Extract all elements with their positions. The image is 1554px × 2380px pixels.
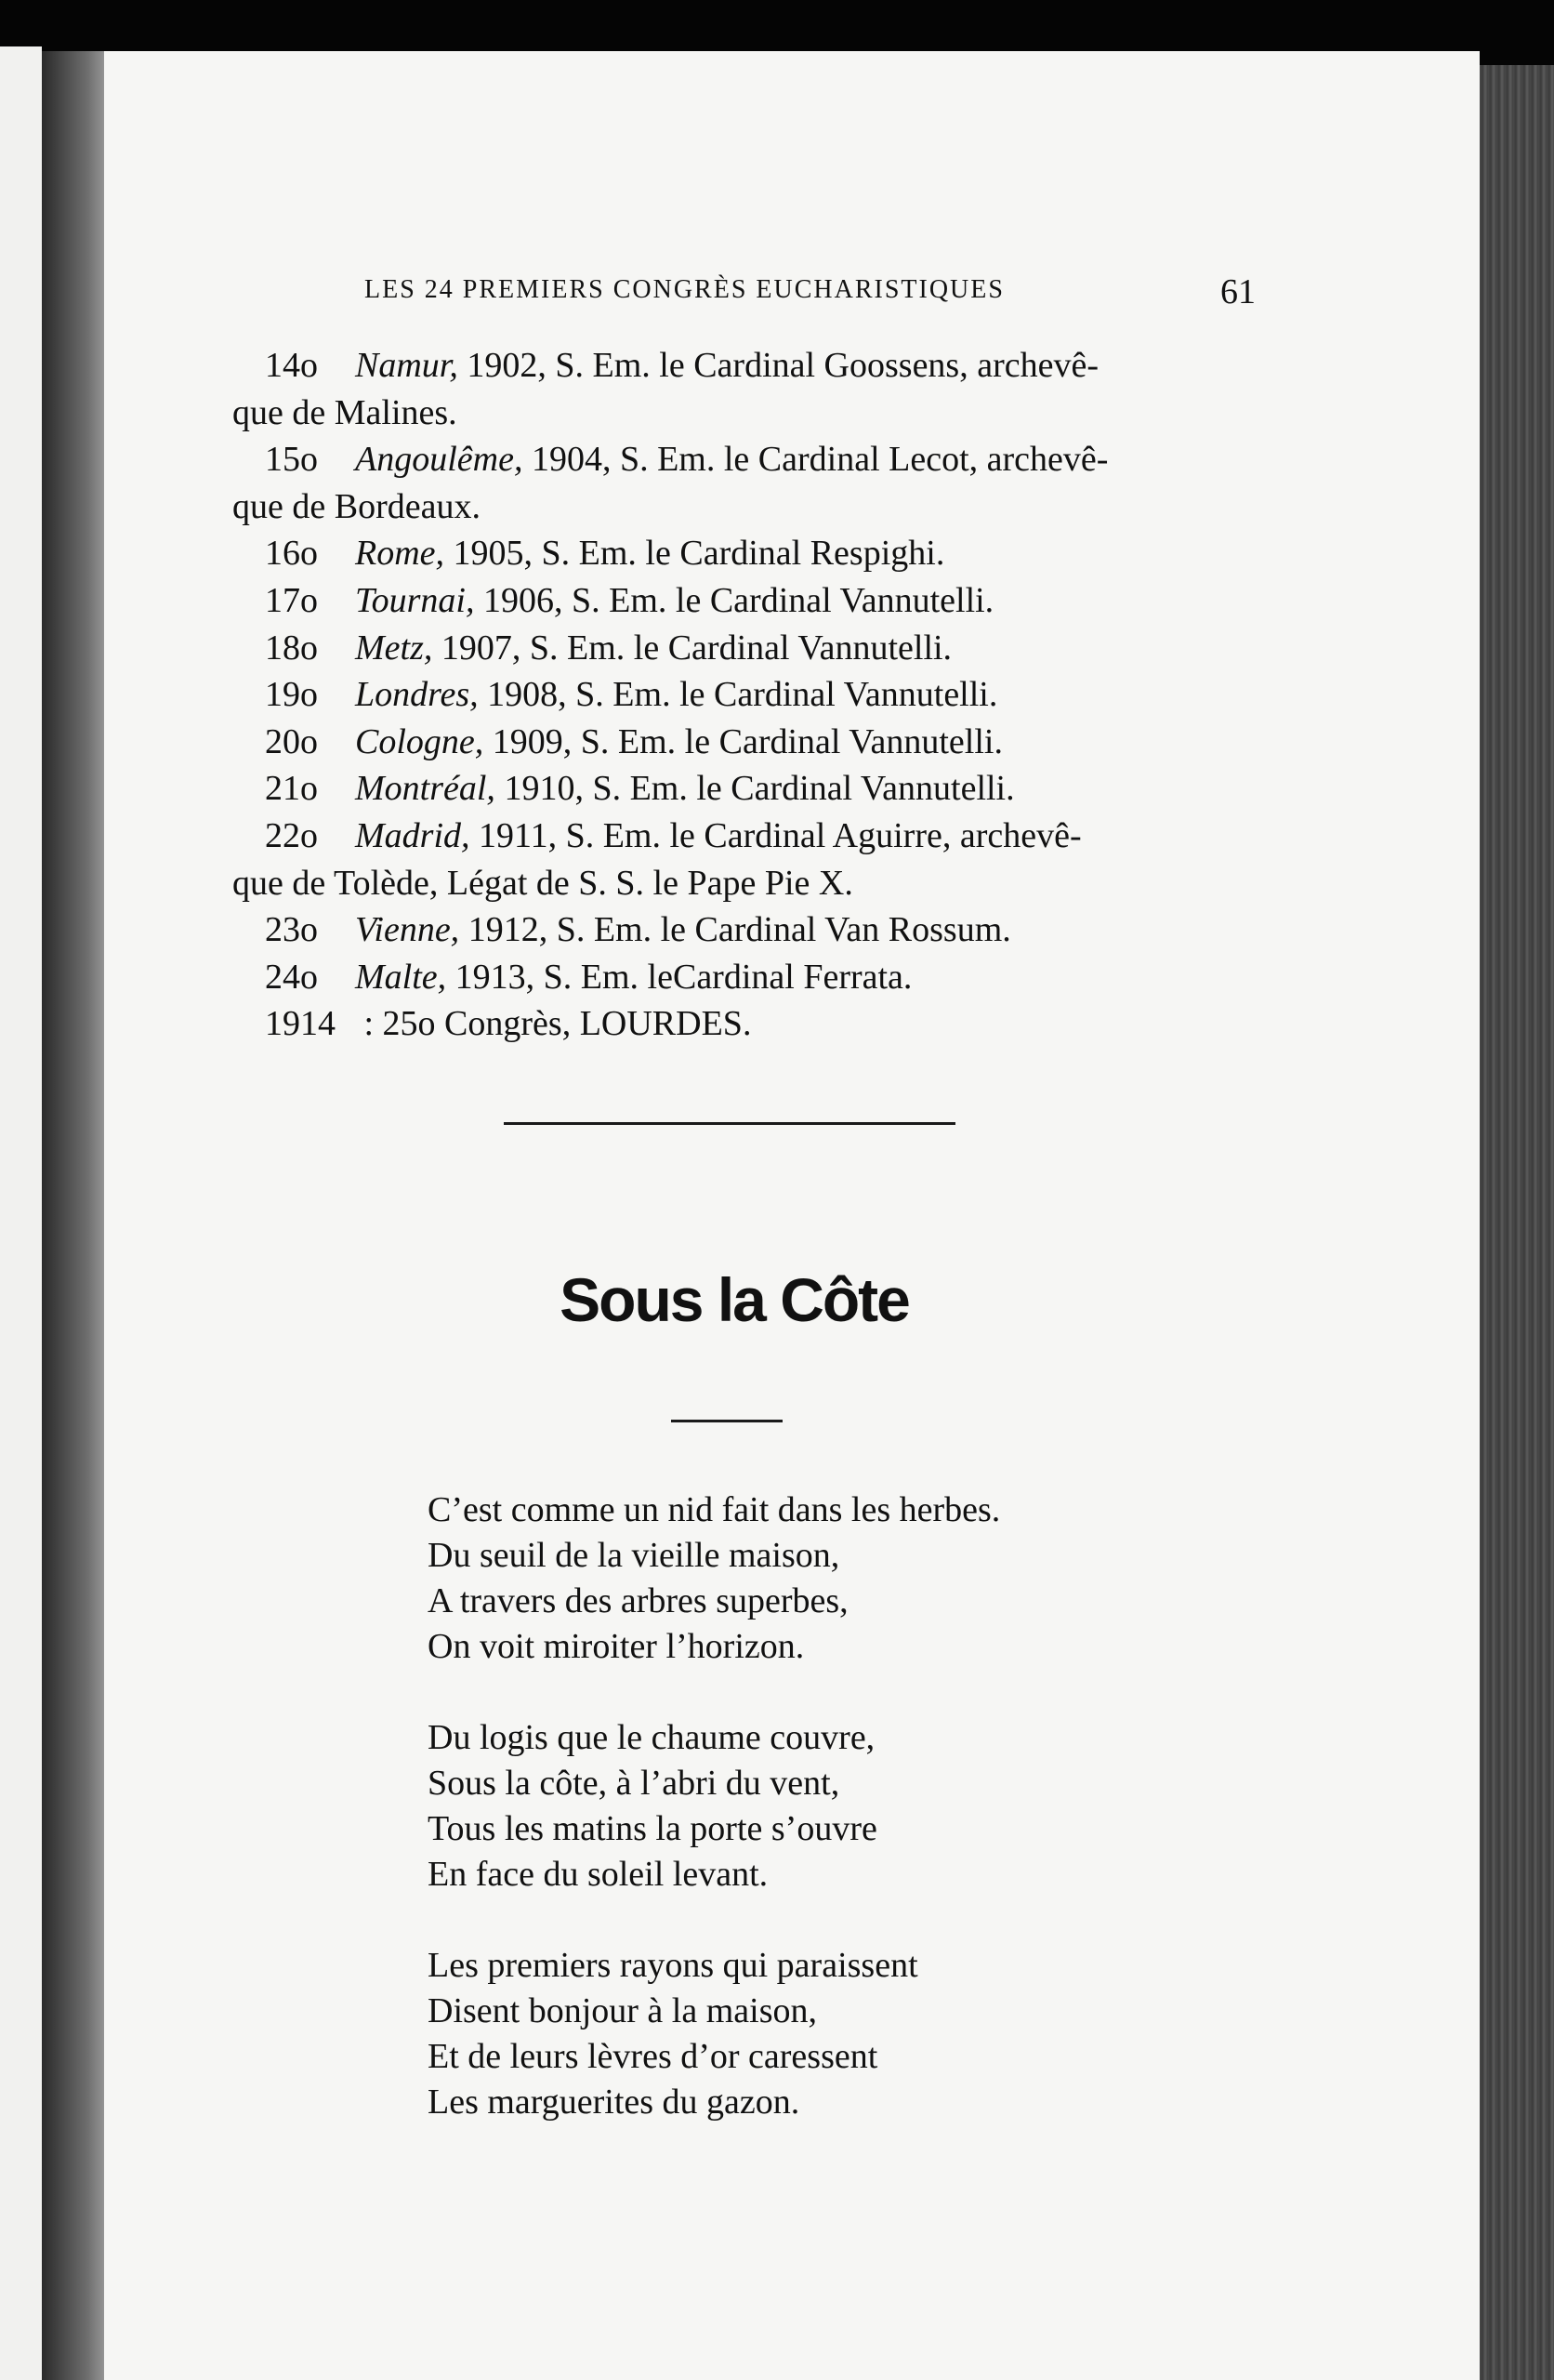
list-item: 24o Malte, 1913, S. Em. leCardinal Ferrata.: [265, 957, 913, 997]
left-page-edge: [0, 46, 42, 2380]
poem-verse: Et de leurs lèvres d’or caressent: [428, 2037, 878, 2076]
poem-body: [428, 1488, 1000, 2125]
poem-verse: En face du soleil levant.: [428, 1855, 769, 1894]
section-divider: [504, 1122, 955, 1125]
running-header: LES 24 PREMIERS CONGRÈS EUCHARISTIQUES: [364, 275, 1005, 304]
list-item: que de Malines.: [232, 392, 457, 432]
list-item: 16o Rome, 1905, S. Em. le Cardinal Respighi.: [265, 534, 945, 574]
poem-verse: Disent bonjour à la maison,: [428, 1991, 817, 2030]
poem-verse: Du logis que le chaume couvre,: [428, 1718, 876, 1757]
poem-verse: Les marguerites du gazon.: [428, 2082, 800, 2122]
poem-title: Sous la Côte: [560, 1265, 909, 1334]
list-item: que de Bordeaux.: [232, 486, 481, 526]
book-gutter-shadow: [42, 51, 107, 2380]
poem-stanza: [428, 1488, 1000, 1670]
poem-verse: Les premiers rayons qui paraissent: [428, 1946, 918, 1985]
list-item: 21o Montréal, 1910, S. Em. le Cardinal Vannutelli.: [265, 769, 1015, 809]
poem-verse: A travers des arbres superbes,: [428, 1581, 849, 1620]
poem-verse: C’est comme un nid fait dans les herbes.: [428, 1490, 1001, 1529]
list-item: 14o Namur, 1902, S. Em. le Cardinal Goossens, archevê-: [265, 346, 1099, 385]
poem-verse: Tous les matins la porte s’ouvre: [428, 1809, 877, 1848]
list-item: 23o Vienne, 1912, S. Em. le Cardinal Van Rossum.: [265, 910, 1011, 950]
poem-verse: Du seuil de la vieille maison,: [428, 1536, 840, 1575]
right-book-edge: [1480, 65, 1554, 2380]
poem-stanza: [428, 1715, 1000, 1897]
list-item: 22o Madrid, 1911, S. Em. le Cardinal Aguirre, archevê-: [265, 815, 1082, 855]
list-item: 18o Metz, 1907, S. Em. le Cardinal Vannutelli.: [265, 628, 953, 668]
poem-stanza: [428, 1943, 1000, 2125]
list-item: 20o Cologne, 1909, S. Em. le Cardinal Vannutelli.: [265, 721, 1003, 761]
page-number: 61: [1220, 272, 1256, 311]
list-item: 17o Tournai, 1906, S. Em. le Cardinal Vannutelli.: [265, 580, 994, 620]
list-item: 19o Londres, 1908, S. Em. le Cardinal Vannutelli.: [265, 675, 998, 715]
congress-list: [232, 342, 1264, 1048]
list-item: 15o Angoulême, 1904, S. Em. le Cardinal Lecot, archevê-: [265, 440, 1109, 480]
list-item: 1914 : 25o Congrès, LOURDES.: [265, 1004, 752, 1044]
list-item: que de Tolède, Légat de S. S. le Pape Pie X.: [232, 863, 853, 903]
poem-verse: On voit miroiter l’horizon.: [428, 1627, 805, 1666]
title-underline: [671, 1420, 783, 1422]
poem-verse: Sous la côte, à l’abri du vent,: [428, 1764, 840, 1803]
